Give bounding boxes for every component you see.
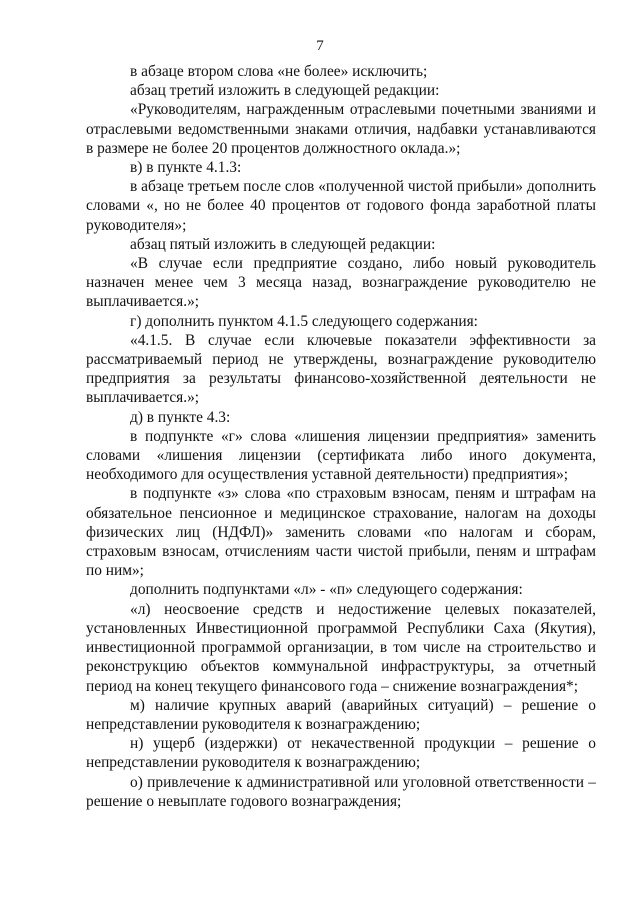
- paragraph: «Руководителям, награжденным отраслевыми почетными званиями и отраслевыми ведомственными знаками отличия, надбавки устанавливаются в размере не более 20 процентов должностного оклада.»;: [86, 101, 596, 157]
- paragraph: г) дополнить пунктом 4.1.5 следующего содержания:: [130, 312, 478, 330]
- paragraph: в абзаце втором слова «не более» исключить;: [130, 63, 428, 80]
- paragraph: в) в пункте 4.1.3:: [130, 159, 242, 177]
- page-number: 7: [316, 38, 324, 54]
- paragraph: о) привлечение к административной или уголовной ответственности – решение о невыплате годового вознаграждения;: [86, 773, 596, 810]
- paragraph: в подпункте «г» слова «лишения лицензии предприятия» заменить словами «лишения лицензии (сертификата либо иного документа, необходимого для осуществления уставной деятельности) предприятия»;: [86, 427, 596, 484]
- paragraph: в абзаце третьем после слов «полученной чистой прибыли» дополнить словами «, но не более 40 процентов от годового фонда заработной платы руководителя»;: [86, 178, 596, 234]
- paragraph: дополнить подпунктами «л» - «п» следующего содержания:: [130, 581, 523, 599]
- paragraph: м) наличие крупных аварий (аварийных ситуаций) – решение о непредставлении руководителя к вознаграждению;: [86, 696, 596, 733]
- paragraph: «л) неосвоение средств и недостижение целевых показателей, установленных Инвестиционной программой Республики Саха (Якутия), инвестиционной программой организации, в том числе на строительство и реконструкцию объектов коммунальной инфраструктуры, за отчетный период на конец текущего финансового года – снижение вознаграждения*;: [86, 600, 596, 695]
- paragraph: «4.1.5. В случае если ключевые показатели эффективности за рассматриваемый период не утверждены, вознаграждение руководителю предприятия за результаты финансово-хозяйственной деятельности не выплачивается.»;: [86, 331, 596, 407]
- paragraph: «В случае если предприятие создано, либо новый руководитель назначен менее чем 3 месяца назад, вознаграждение руководителю не выплачивается.»;: [86, 255, 596, 311]
- paragraph: в подпункте «з» слова «по страховым взносам, пеням и штрафам на обязательное пенсионное и медицинское страхование, налогам на доходы физических лиц (НДФЛ)» заменить словами «по налогам и сборам, страховым взносам, отчислениям части чистой прибыли, пеням и штрафам по ним»;: [86, 485, 596, 580]
- paragraph: н) ущерб (издержки) от некачественной продукции – решение о непредставлении руководителя к вознаграждению;: [86, 735, 596, 772]
- paragraph: д) в пункте 4.3:: [130, 408, 231, 426]
- paragraph: абзац пятый изложить в следующей редакции:: [130, 235, 436, 253]
- document-body: [86, 62, 596, 811]
- paragraph: абзац третий изложить в следующей редакции:: [130, 82, 440, 100]
